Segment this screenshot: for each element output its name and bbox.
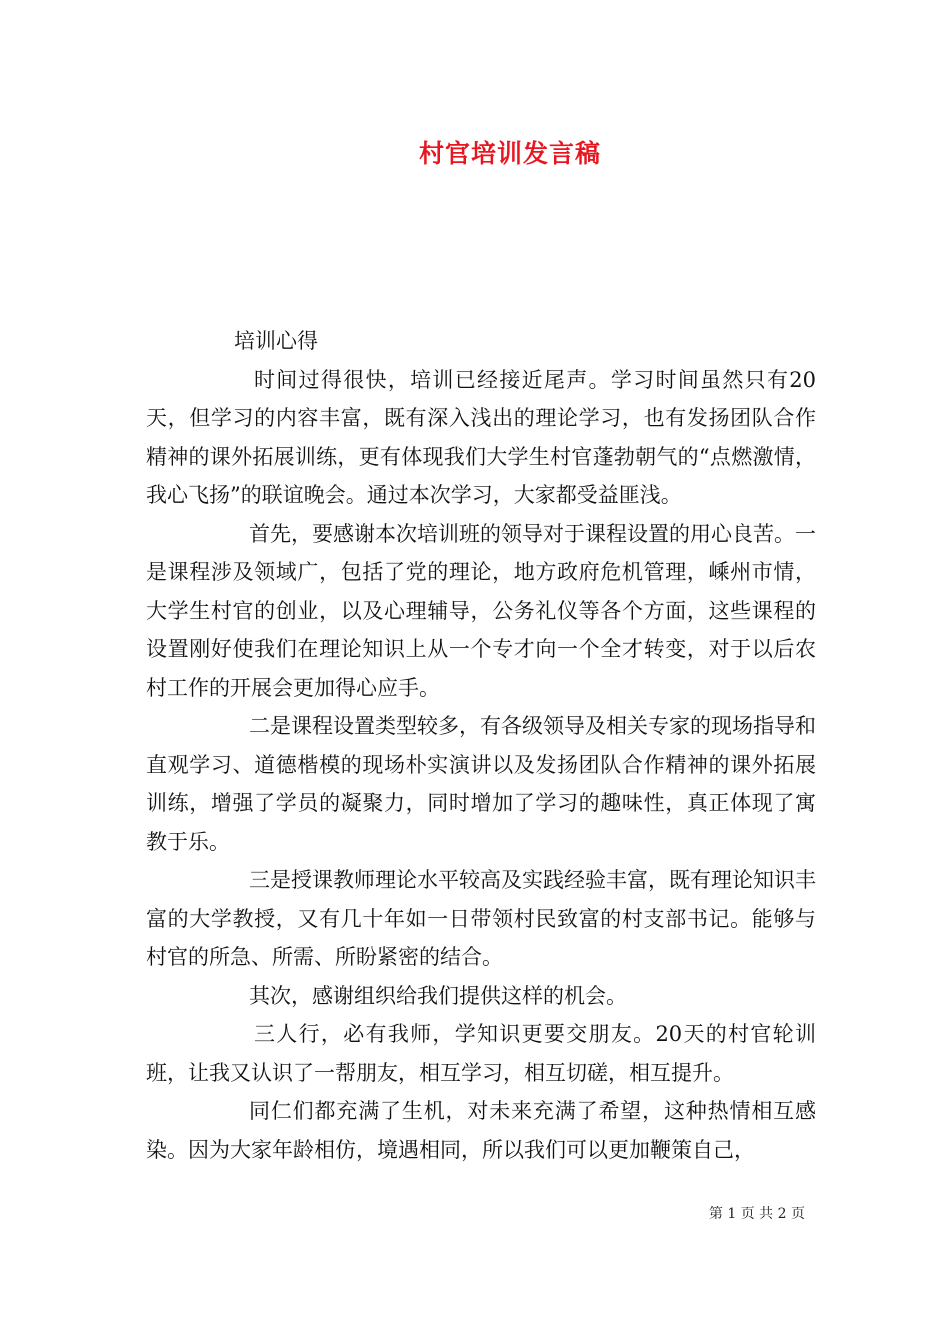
paragraph-3: 二是课程设置类型较多，有各级领导及相关专家的现场指导和直观学习、道德楷模的现场朴实演讲以及发扬团队合作精神的课外拓展训练，增强了学员的凝聚力，同时增加了学习的趣味性，真正体现了寓教于乐。: [146, 714, 816, 854]
paragraph-4: 三是授课教师理论水平较高及实践经验丰富，既有理论知识丰富的大学教授，又有几十年如一日带领村民致富的村支部书记。能够与村官的所急、所需、所盼紧密的结合。: [146, 868, 816, 969]
paragraph-6: 三人行，必有我师，学知识更要交朋友。20天的村官轮训班，让我又认识了一帮朋友，相互学习，相互切磋，相互提升。: [146, 1022, 816, 1085]
paragraph-7: 同仁们都充满了生机，对未来充满了希望，这种热情相互感染。因为大家年龄相仿，境遇相同，所以我们可以更加鞭策自己，: [146, 1099, 816, 1162]
section-heading: 培训心得: [234, 329, 318, 353]
paragraph-5: 其次，感谢组织给我们提供这样的机会。: [249, 983, 627, 1008]
document-body: [146, 322, 816, 1169]
paragraph-2: 首先，要感谢本次培训班的领导对于课程设置的用心良苦。一是课程涉及领域广，包括了党的理论，地方政府危机管理，嵊州市情，大学生村官的创业，以及心理辅导，公务礼仪等各个方面，这些课程的设置刚好使我们在理论知识上从一个专才向一个全才转变，对于以后农村工作的开展会更加得心应手。: [146, 521, 816, 700]
document-title: 村官培训发言稿: [418, 139, 601, 168]
page-number: 第 1 页 共 2 页: [708, 1206, 805, 1222]
paragraph-1: 时间过得很快，培训已经接近尾声。学习时间虽然只有20天，但学习的内容丰富，既有深入浅出的理论学习，也有发扬团队合作精神的课外拓展训练，更有体现我们大学生村官蓬勃朝气的“点燃激情，我心飞扬”的联谊晚会。通过本次学习，大家都受益匪浅。: [146, 367, 816, 507]
